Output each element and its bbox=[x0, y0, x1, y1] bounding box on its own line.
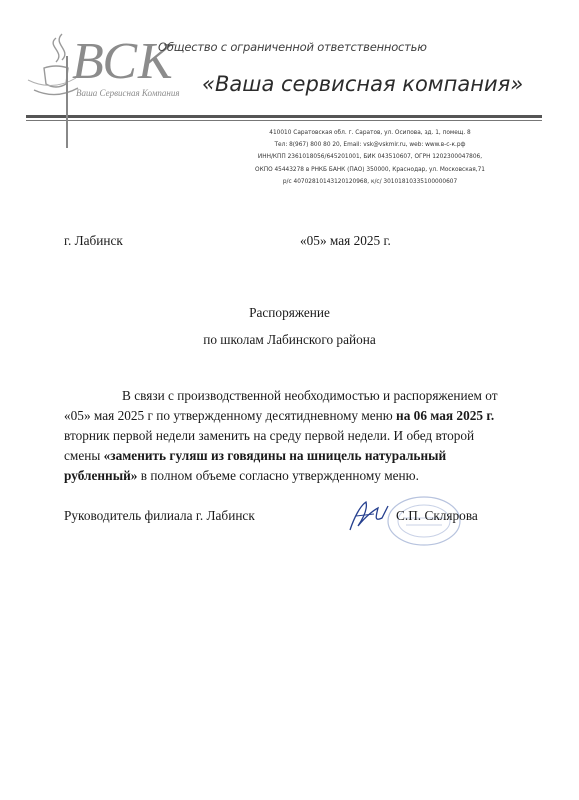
order-replacement-bold: рубленный» bbox=[64, 468, 138, 483]
signature-icon bbox=[344, 496, 390, 536]
header-rule-thick bbox=[26, 115, 542, 118]
contact-line: 410010 Саратовская обл. г. Саратов, ул. Осипова, зд. 1, помещ. 8 bbox=[269, 130, 471, 136]
order-replacement-bold: «заменить гуляш из говядины на шницель натуральный bbox=[103, 448, 447, 463]
contact-line: ОКПО 45443278 в РНКБ БАНК (ПАО) 350000, Краснодар, ул. Московская,71 bbox=[255, 166, 485, 173]
order-line bbox=[64, 446, 520, 466]
document-subtitle: по школам Лабинского района bbox=[203, 332, 376, 347]
order-line: В связи с производственной необходимостью и распоряжением от bbox=[122, 388, 498, 403]
logo-text: ВСК bbox=[72, 33, 174, 90]
document-title: Распоряжение bbox=[249, 305, 330, 320]
order-text-span: в полном объеме согласно утвержденному меню. bbox=[137, 468, 419, 483]
order-line bbox=[64, 406, 520, 426]
organization-type: Общество с ограниченной ответственностью bbox=[158, 40, 427, 54]
order-text-span: смены bbox=[64, 448, 104, 463]
signatory-position: Руководитель филиала г. Лабинск bbox=[64, 508, 255, 523]
order-text-span: «05» мая 2025 г по утвержденному десятидневному меню bbox=[64, 408, 397, 423]
document-city: г. Лабинск bbox=[64, 233, 123, 248]
header-rule-vertical bbox=[66, 56, 68, 148]
signatory-name: С.П. Склярова bbox=[396, 508, 478, 523]
order-line bbox=[64, 466, 520, 486]
logo-subtitle: Ваша Сервисная Компания bbox=[76, 88, 180, 98]
header-rule-thin bbox=[26, 120, 542, 121]
contact-line: ИНН/КПП 2361018056/645201001, БИК 043510607, ОГРН 1202300047806, bbox=[257, 154, 483, 161]
organization-name: «Ваша сервисная компания» bbox=[202, 72, 524, 96]
contact-line: Тел: 8(967) 800 80 20, Email: vsk@vskmir.ru, web: www.в-с-к.рф bbox=[274, 142, 466, 149]
contact-details bbox=[200, 127, 540, 188]
contact-line: р/с 40702810143120120968, к/с/ 30101810335100000607 bbox=[282, 178, 458, 185]
order-line: вторник первой недели заменить на среду первой недели. И обед второй bbox=[64, 428, 475, 443]
order-date-bold: на 06 мая 2025 г. bbox=[396, 408, 495, 423]
document-date: «05» мая 2025 г. bbox=[300, 233, 391, 248]
order-text bbox=[64, 386, 520, 486]
